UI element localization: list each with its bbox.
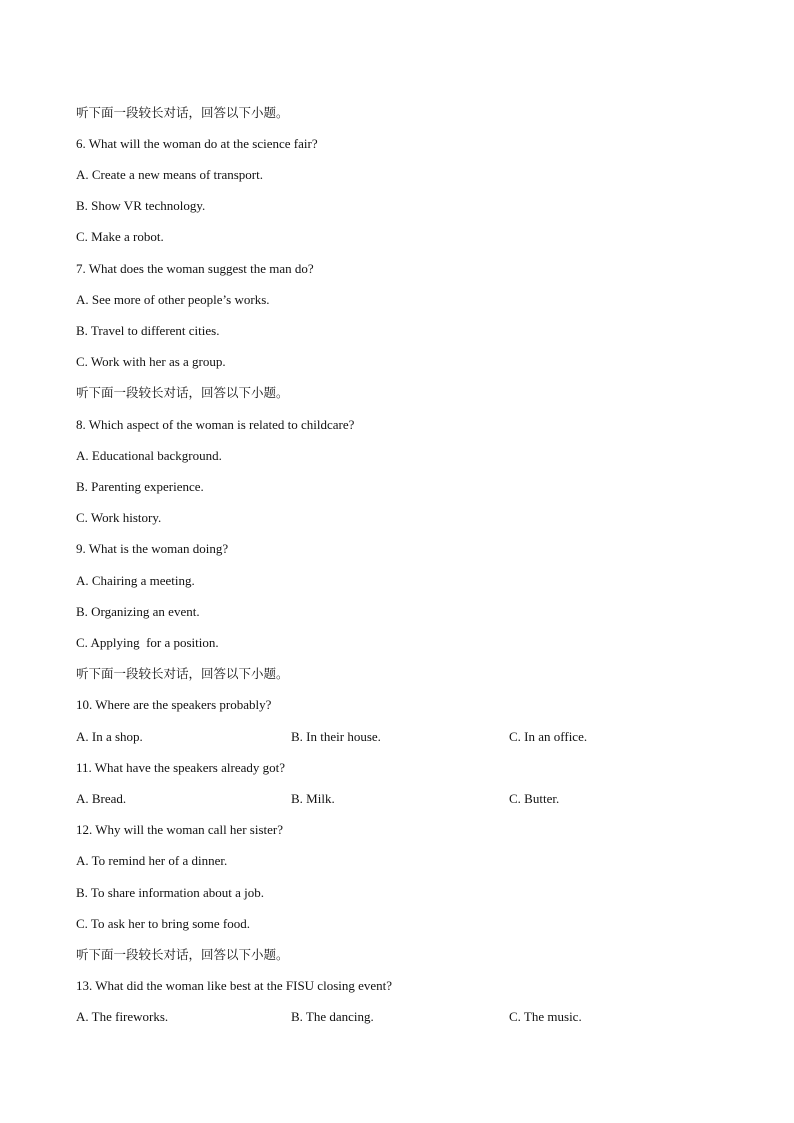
instruction-4: 听下面一段较长对话，回答以下小题。 [76, 947, 289, 962]
instruction-1: 听下面一段较长对话，回答以下小题。 [76, 105, 289, 120]
option-7c: C. Work with her as a group. [76, 354, 226, 369]
option-9c: C. Applying for a position. [76, 635, 219, 650]
option-10a: A. In a shop. [76, 729, 143, 744]
option-11c: C. Butter. [509, 791, 560, 806]
option-6c: C. Make a robot. [76, 229, 164, 244]
option-6a: A. Create a new means of transport. [76, 167, 263, 182]
options-11 [76, 791, 716, 807]
option-8c: C. Work history. [76, 510, 162, 525]
question-9: 9. What is the woman doing? [76, 541, 229, 556]
option-12b: B. To share information about a job. [76, 885, 265, 900]
option-11a: A. Bread. [76, 791, 127, 806]
options-10 [76, 729, 716, 745]
option-8b: B. Parenting experience. [76, 479, 204, 494]
option-9b: B. Organizing an event. [76, 604, 200, 619]
question-6: 6. What will the woman do at the science fair? [76, 136, 318, 151]
option-10c: C. In an office. [509, 729, 588, 744]
option-7a: A. See more of other people’s works. [76, 292, 270, 307]
question-10: 10. Where are the speakers probably? [76, 697, 272, 712]
option-12c: C. To ask her to bring some food. [76, 916, 250, 931]
question-13: 13. What did the woman like best at the FISU closing event? [76, 978, 393, 993]
question-12: 12. Why will the woman call her sister? [76, 822, 283, 837]
option-13c: C. The music. [509, 1009, 582, 1024]
question-11: 11. What have the speakers already got? [76, 760, 285, 775]
question-8: 8. Which aspect of the woman is related to childcare? [76, 417, 355, 432]
option-8a: A. Educational background. [76, 448, 222, 463]
option-10b: B. In their house. [291, 729, 381, 744]
instruction-2: 听下面一段较长对话，回答以下小题。 [76, 385, 289, 400]
option-9a: A. Chairing a meeting. [76, 573, 195, 588]
option-7b: B. Travel to different cities. [76, 323, 220, 338]
options-13 [76, 1009, 716, 1025]
question-7: 7. What does the woman suggest the man do? [76, 261, 314, 276]
option-12a: A. To remind her of a dinner. [76, 853, 228, 868]
option-13b: B. The dancing. [291, 1009, 374, 1024]
instruction-3: 听下面一段较长对话，回答以下小题。 [76, 666, 289, 681]
option-6b: B. Show VR technology. [76, 198, 206, 213]
option-11b: B. Milk. [291, 791, 335, 806]
option-13a: A. The fireworks. [76, 1009, 169, 1024]
